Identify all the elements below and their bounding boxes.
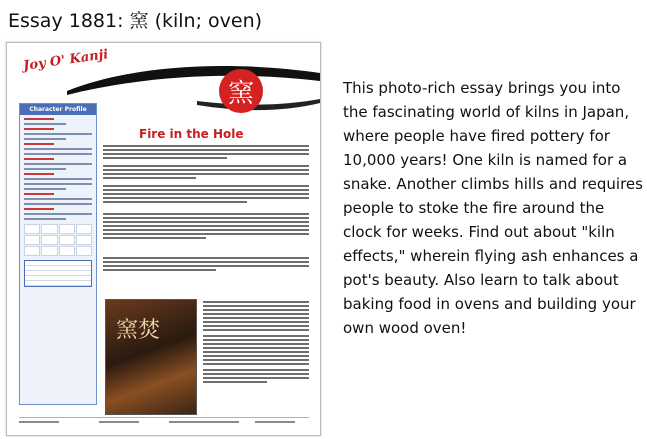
character-profile-sidebar bbox=[19, 103, 97, 405]
joy-o-kanji-logo: Joy O' Kanji bbox=[22, 47, 110, 74]
body-text-block bbox=[103, 257, 309, 273]
kanji-badge: 窯 bbox=[219, 69, 263, 113]
body-text-block bbox=[103, 145, 309, 161]
body-text-block bbox=[103, 213, 309, 241]
essay-description: This photo-rich essay brings you into the fascinating world of kilns in Japan, where people have fired pottery for 10,000 years! One kiln is named for a snake. Another climbs hills and requires people to stoke the fire around the clock for weeks. Find out about "kiln effects," wherein flying ash enhances a pot's beauty. Also learn to talk about baking food in ovens and building your own wood oven! bbox=[343, 79, 643, 337]
movie-poster-photo bbox=[105, 299, 197, 415]
page-footer bbox=[19, 417, 309, 424]
read-all-about-it-table bbox=[24, 260, 92, 287]
essay-page-thumbnail[interactable] bbox=[6, 42, 321, 436]
body-text-block bbox=[103, 185, 309, 205]
sidebar-heading: Character Profile bbox=[20, 104, 96, 115]
body-text-block bbox=[103, 165, 309, 181]
photo-caption-text bbox=[203, 301, 309, 385]
poster-kanji: 窯焚 bbox=[116, 318, 161, 343]
stroke-order-grid bbox=[24, 224, 92, 256]
essay-heading: Fire in the Hole bbox=[139, 127, 244, 141]
essay-title-heading: Essay 1881: 窯 (kiln; oven) bbox=[8, 10, 263, 32]
